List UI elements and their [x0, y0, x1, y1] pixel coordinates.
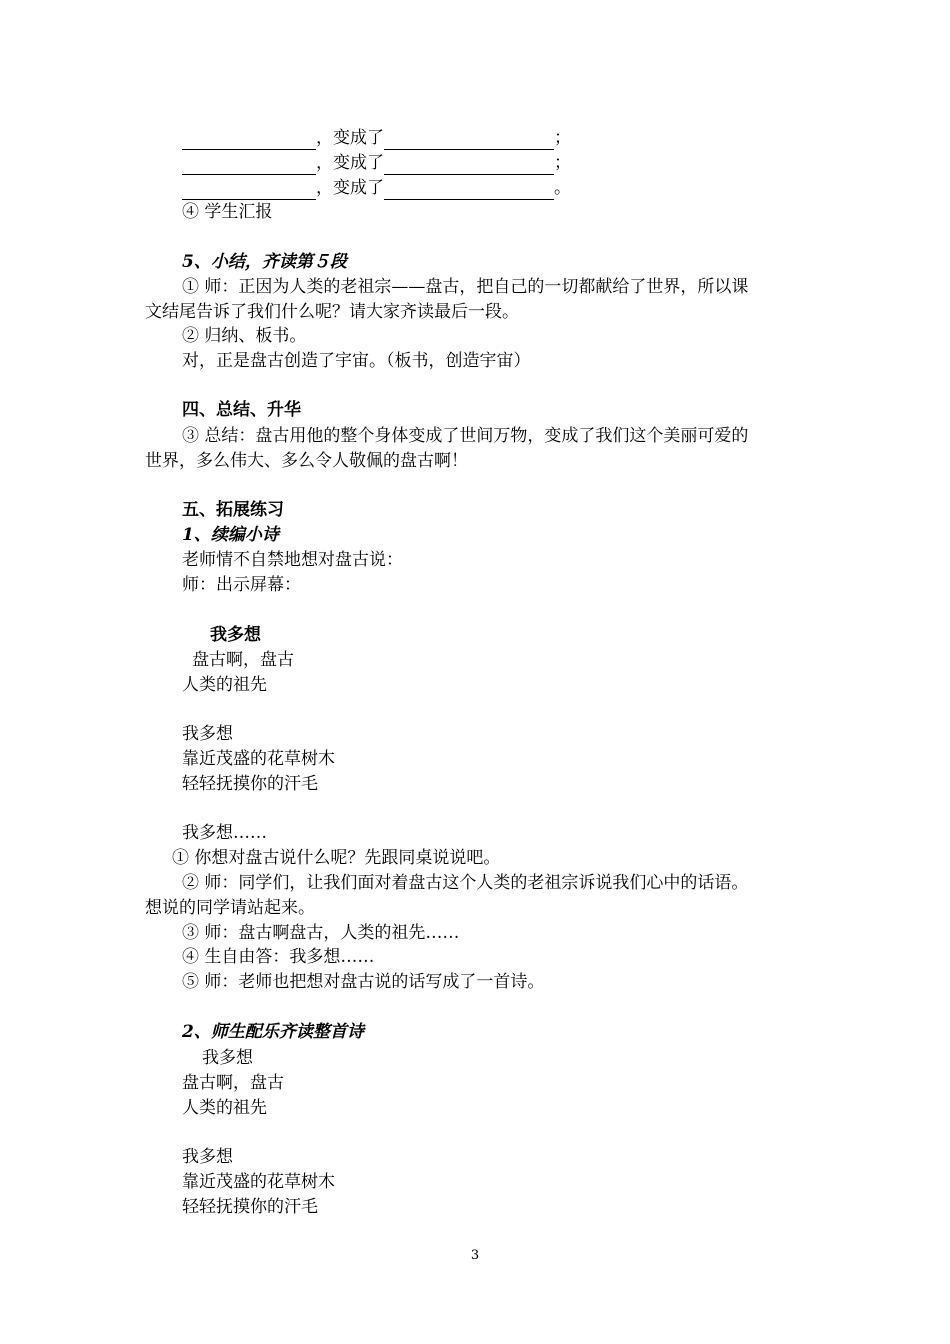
paragraph-line: 对，正是盘古创造了宇宙。（板书，创造宇宙） — [182, 351, 531, 371]
part-5-heading: 五、拓展练习 — [182, 500, 284, 520]
blank-end: ； — [554, 153, 571, 173]
poem-line: 盘古啊，盘古 — [182, 1073, 284, 1093]
paragraph-line: 老师情不自禁地想对盘古说： — [182, 550, 403, 570]
blank-line — [182, 181, 316, 200]
poem-line: 我多想…… — [182, 823, 267, 843]
paragraph-line: ③ 总结：盘古用他的整个身体变成了世间万物，变成了我们这个美丽可爱的 — [182, 426, 749, 446]
page-number: 3 — [470, 1248, 480, 1263]
subsection-1-heading: 1、续编小诗 — [182, 525, 279, 545]
paragraph-line: ① 你想对盘古说什么呢？先跟同桌说说吧。 — [172, 848, 501, 868]
paragraph-line: ⑤ 师：老师也把想对盘古说的话写成了一首诗。 — [182, 972, 545, 992]
poem-line: 靠近茂盛的花草树木 — [182, 749, 335, 769]
blank-phrase: ，变成了 — [316, 128, 384, 148]
paragraph-line: 世界，多么伟大、多么令人敬佩的盘古啊！ — [145, 451, 468, 471]
blank-end: 。 — [554, 178, 571, 198]
subsection-2-heading: 2、师生配乐齐读整首诗 — [182, 1022, 364, 1042]
paragraph-line: ④ 生自由答：我多想…… — [182, 947, 375, 967]
blank-row-3 — [182, 176, 571, 200]
blank-line — [384, 131, 554, 150]
paragraph-line: ③ 师：盘古啊盘古，人类的祖先…… — [182, 923, 460, 943]
part-4-heading: 四、总结、升华 — [182, 400, 301, 420]
paragraph-line: ② 归纳、板书。 — [182, 326, 307, 346]
paragraph-line: ① 师：正因为人类的老祖宗——盘古，把自己的一切都献给了世界，所以课 — [182, 277, 749, 297]
blank-phrase: ，变成了 — [316, 178, 384, 198]
poem-line: 人类的祖先 — [182, 1098, 267, 1118]
poem-line: 我多想 — [182, 1147, 233, 1167]
poem-line: 我多想 — [182, 724, 233, 744]
student-report: ④ 学生汇报 — [182, 202, 273, 222]
paragraph-line: 师：出示屏幕： — [182, 575, 301, 595]
section-5-heading: 5、小结，齐读第５段 — [182, 252, 347, 272]
poem-line: 靠近茂盛的花草树木 — [182, 1172, 335, 1192]
blank-row-2 — [182, 151, 571, 175]
poem-title: 我多想 — [210, 625, 261, 645]
blank-phrase: ，变成了 — [316, 153, 384, 173]
blank-end: ； — [554, 128, 571, 148]
paragraph-line: ② 师：同学们，让我们面对着盘古这个人类的老祖宗诉说我们心中的话语。 — [182, 873, 749, 893]
paragraph-line: 想说的同学请站起来。 — [145, 898, 315, 918]
poem-line: 人类的祖先 — [182, 675, 267, 695]
blank-line — [182, 131, 316, 150]
poem-line: 盘古啊，盘古 — [192, 650, 294, 670]
blank-row-1 — [182, 126, 571, 150]
poem-line: 轻轻抚摸你的汗毛 — [182, 1197, 318, 1217]
poem-line: 轻轻抚摸你的汗毛 — [182, 774, 318, 794]
blank-line — [182, 156, 316, 175]
blank-line — [384, 181, 554, 200]
paragraph-line: 文结尾告诉了我们什么呢？请大家齐读最后一段。 — [145, 302, 519, 322]
blank-line — [384, 156, 554, 175]
poem-title: 我多想 — [202, 1048, 253, 1068]
